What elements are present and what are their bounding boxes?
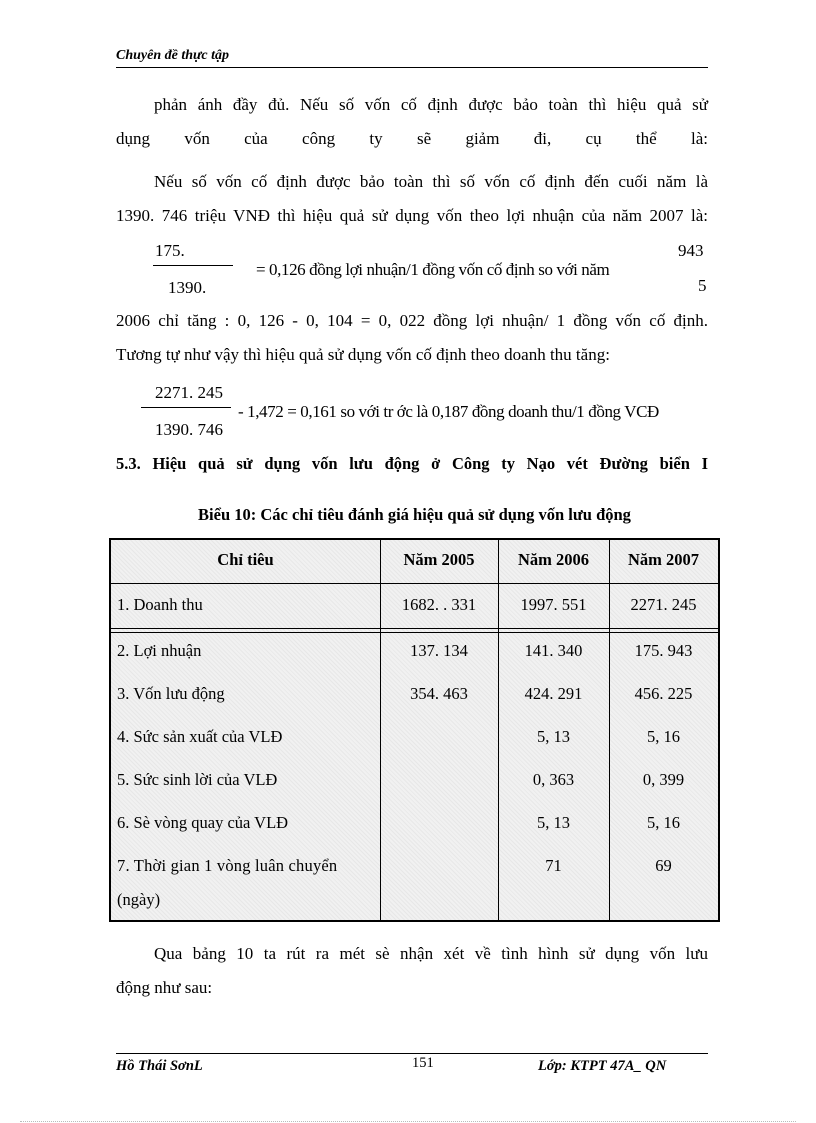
formula-2-numerator: 2271. 245	[155, 383, 223, 402]
table-cell-2005: 137. 134	[410, 641, 468, 660]
footer-class: Lớp: KTPT 47A_ QN	[538, 1058, 667, 1074]
table-row-label: 1. Doanh thu	[117, 595, 203, 614]
table-row-divider	[111, 628, 718, 629]
closing-line-1: Qua bảng 10 ta rút ra mét sè nhận xét về tình hình sử dụng vốn lưu	[154, 944, 708, 963]
table-header-2006: Năm 2006	[517, 550, 590, 569]
paragraph-2-line-1: Nếu số vốn cố định được bảo toàn thì số vốn cố định đến cuối năm là	[154, 172, 708, 191]
table-cell-2007: 5, 16	[647, 813, 680, 832]
page-number: 151	[412, 1055, 434, 1071]
header-rule	[116, 67, 708, 68]
table-cell-2006: 5, 13	[537, 727, 570, 746]
table-header-2007: Năm 2007	[627, 550, 700, 569]
formula-1-numerator: 175.	[155, 241, 185, 260]
paragraph-1	[116, 88, 708, 156]
table-row-label: 3. Vốn lưu động	[117, 684, 225, 703]
footer-rule	[116, 1053, 708, 1054]
table-cell-2006: 0, 363	[532, 770, 575, 789]
table-header-2005: Năm 2005	[403, 550, 475, 569]
table-cell-2007: 456. 225	[634, 684, 693, 703]
table-cell-2006: 5, 13	[537, 813, 570, 832]
paragraph-3-line-2: Tương tự như vậy thì hiệu quả sử dụng vốn cố định theo doanh thu tăng:	[116, 345, 610, 364]
table-cell-2006: 141. 340	[524, 641, 583, 660]
paragraph-3-line-1: 2006 chỉ tăng : 0, 126 - 0, 104 = 0, 022 đồng lợi nhuận/ 1 đồng vốn cố định.	[116, 311, 708, 330]
table-caption: Biểu 10: Các chỉ tiêu đánh giá hiệu quả sử dụng vốn lưu động	[198, 505, 631, 524]
table-cell-2005: 1682. . 331	[401, 595, 477, 614]
footer-author: Hồ Thái SơnL	[116, 1058, 203, 1074]
formula-1-denominator: 1390.	[168, 278, 207, 297]
table-header-indicator: Chỉ tiêu	[217, 550, 274, 569]
formula-2-denominator: 1390. 746	[155, 420, 223, 439]
table-row-label: 7. Thời gian 1 vòng luân chuyển	[117, 856, 338, 875]
page-header-title: Chuyên đề thực tập	[116, 48, 230, 63]
formula-2-fraction-bar	[141, 407, 231, 408]
page-bottom-border	[20, 1121, 796, 1122]
table-row-divider	[111, 632, 718, 633]
data-table	[109, 538, 720, 922]
paragraph-3	[116, 304, 708, 372]
table-row-label: 4. Sức sản xuất của VLĐ	[117, 727, 283, 746]
table-row-divider	[111, 583, 718, 584]
table-cell-2007: 0, 399	[642, 770, 685, 789]
closing-line-2: động như sau:	[116, 978, 213, 997]
table-cell-2006: 424. 291	[524, 684, 583, 703]
formula-2-text: - 1,472 = 0,161 so với tr ớc là 0,187 đồng doanh thu/1 đồng VCĐ	[238, 402, 659, 421]
paragraph-1-line-2: dụng vốn của công ty sẽ giảm đi, cụ thể là:	[116, 129, 708, 148]
table-cell-2006: 1997. 551	[520, 595, 587, 614]
table-row-label: 2. Lợi nhuận	[117, 641, 202, 660]
formula-1-fraction-bar	[153, 265, 233, 266]
paragraph-2-line-2: 1390. 746 triệu VNĐ thì hiệu quả sử dụng vốn theo lợi nhuận của năm 2007 là:	[116, 206, 708, 225]
table-row-label-continued: (ngày)	[117, 890, 161, 909]
paragraph-1-line-1: phản ánh đầy đủ. Nếu số vốn cố định được bảo toàn thì hiệu quả sử	[154, 95, 708, 114]
formula-1-right-bottom: 5	[698, 276, 707, 295]
table-row-label: 5. Sức sinh lời của VLĐ	[117, 770, 278, 789]
closing-paragraph	[116, 937, 708, 1005]
table-cell-2007: 2271. 245	[630, 595, 697, 614]
table-cell-2007: 175. 943	[634, 641, 693, 660]
formula-1-text: = 0,126 đồng lợi nhuận/1 đồng vốn cố định so với năm	[256, 260, 610, 279]
section-heading: 5.3. Hiệu quả sử dụng vốn lưu động ở Công ty Nạo vét Đường biển I	[116, 454, 708, 473]
formula-1-right-top: 943	[678, 241, 704, 260]
table-cell-2007: 5, 16	[647, 727, 680, 746]
table-cell-2006: 71	[545, 856, 562, 875]
table-cell-2005: 354. 463	[410, 684, 468, 703]
table-row-label: 6. Sè vòng quay của VLĐ	[117, 813, 289, 832]
paragraph-2	[116, 165, 708, 233]
table-cell-2007: 69	[655, 856, 672, 875]
